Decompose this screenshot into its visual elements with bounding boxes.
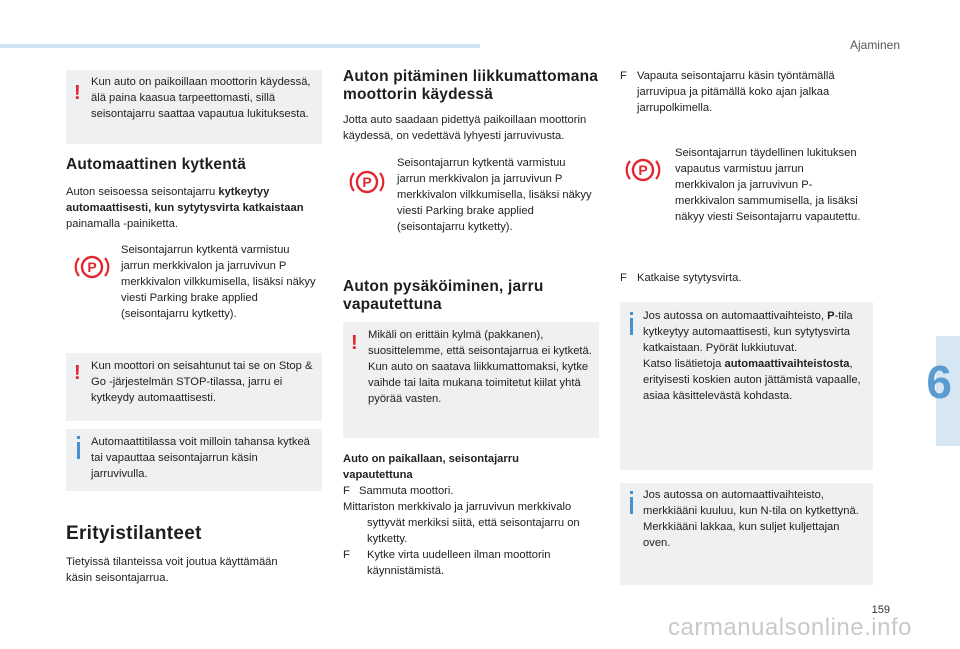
- parking-brake-icon: [74, 252, 110, 282]
- subheading-parked-released: Auto on paikallaan, seisontajarru vapautettuna: [343, 453, 519, 481]
- icon-text-engagement: Seisontajarrun kytkentä varmistuu jarrun merkkivalon ja jarruvivun P merkkivalon vilkkumisella, lisäksi näkyy viesti Parking brake applied (seisontajarru kytketty).: [121, 244, 316, 320]
- step-stop-engine-result: Mittariston merkkivalo ja jarruvivun merkkivalo syttyvät merkiksi siitä, että seisontajarru on kytketty.: [343, 501, 580, 545]
- info-text-automatic-p: Jos autossa on automaattivaihteisto, P-tila kytkeytyy automaattisesti, kun sytytysvirta katkaistaan. Pyörät lukkiutuvat. Katso lisätietoja automaattivaihteistosta, erityisesti koskien auton jättämistä vapaalle, asiaa käsittelevästä kohdasta.: [643, 310, 861, 402]
- warning-text-idle: Kun auto on paikoillaan moottorin käydessä, älä paina kaasua tarpeettomasti, sillä seisontajarru saattaa vapautua lukituksesta.: [91, 76, 311, 120]
- heading-parking-released: Auton pysäköiminen, jarru vapautettuna: [343, 278, 544, 313]
- heading-special-situations: Erityistilanteet: [66, 523, 202, 544]
- paragraph-automatic: Auton seisoessa seisontajarru kytkeytyy automaattisesti, kun sytytysvirta katkaistaan painamalla -painiketta.: [66, 186, 304, 230]
- step-release-brake: F Vapauta seisontajarru käsin työntämällä jarruvipua ja pitämällä koko ajan jalkaa jarrupolkimella.: [620, 70, 835, 114]
- step-ignition-on: F Kytke virta uudelleen ilman moottorin käynnistämistä.: [343, 549, 551, 577]
- chapter-number: 6: [926, 356, 952, 408]
- info-icon: [77, 442, 80, 459]
- watermark: carmanualsonline.info: [668, 614, 912, 641]
- warning-icon: !: [74, 362, 81, 384]
- info-text-manual: Automaattitilassa voit milloin tahansa kytkeä tai vapauttaa seisontajarrun käsin jarruvivulla.: [91, 436, 310, 480]
- paragraph-hold: Jotta auto saadaan pidettyä paikoillaan moottorin käydessä, on vedettävä lyhyesti jarruvivusta.: [343, 114, 587, 142]
- parking-brake-icon: [349, 167, 385, 197]
- section-title: Ajaminen: [849, 38, 900, 52]
- warning-icon: !: [351, 332, 358, 354]
- parking-brake-icon: [625, 155, 661, 185]
- info-icon: [630, 318, 633, 335]
- parking-brake-letter: P: [87, 259, 97, 275]
- heading-hold-stationary: Auton pitäminen liikkumattomana moottorin käydessä: [343, 68, 599, 103]
- info-text-automatic-n: Jos autossa on automaattivaihteisto, merkkiääni kuuluu, kun N-tila on kytkettynä. Merkkiääni lakkaa, kun suljet kuljettajan oven.: [643, 489, 859, 549]
- step-list-parked: [343, 483, 599, 579]
- step-stop-engine: F Sammuta moottori.: [343, 485, 454, 497]
- icon-text-hold: Seisontajarrun kytkentä varmistuu jarrun merkkivalon ja jarruvivun P merkkivalon vilkkumisella, lisäksi näkyy viesti Parking brake applied (seisontajarru kytketty).: [397, 157, 592, 233]
- icon-text-release: Seisontajarrun täydellinen lukituksen vapautus varmistuu jarrun merkkivalon ja jarruvivun P-merkkivalon sammumisella, ja lisäksi näkyy viesti Seisontajarru vapautettu.: [675, 147, 861, 223]
- parking-brake-letter: P: [362, 174, 372, 190]
- warning-icon: !: [74, 82, 81, 104]
- header-accent-bar: [0, 44, 480, 48]
- step-ignition-off: F Katkaise sytytysvirta.: [620, 272, 742, 284]
- parking-brake-letter: P: [638, 162, 648, 178]
- info-icon: [630, 497, 633, 514]
- heading-automatic-engagement: Automaattinen kytkentä: [66, 156, 247, 173]
- warning-text-stopgo: Kun moottori on seisahtunut tai se on Stop & Go -järjestelmän STOP-tilassa, jarru ei kytkeydy automaattisesti.: [91, 360, 313, 404]
- paragraph-special: Tietyissä tilanteissa voit joutua käyttämään käsin seisontajarrua.: [66, 556, 278, 584]
- page-number: 159: [871, 604, 890, 616]
- warning-text-cold: Mikäli on erittäin kylmä (pakkanen), suosittelemme, että seisontajarrua ei kytketä. Kun auto on saatava liikkumattomaksi, kytke vaihde tai laita mukana toimitetut kiilat yhtä pyörää vasten.: [368, 329, 592, 405]
